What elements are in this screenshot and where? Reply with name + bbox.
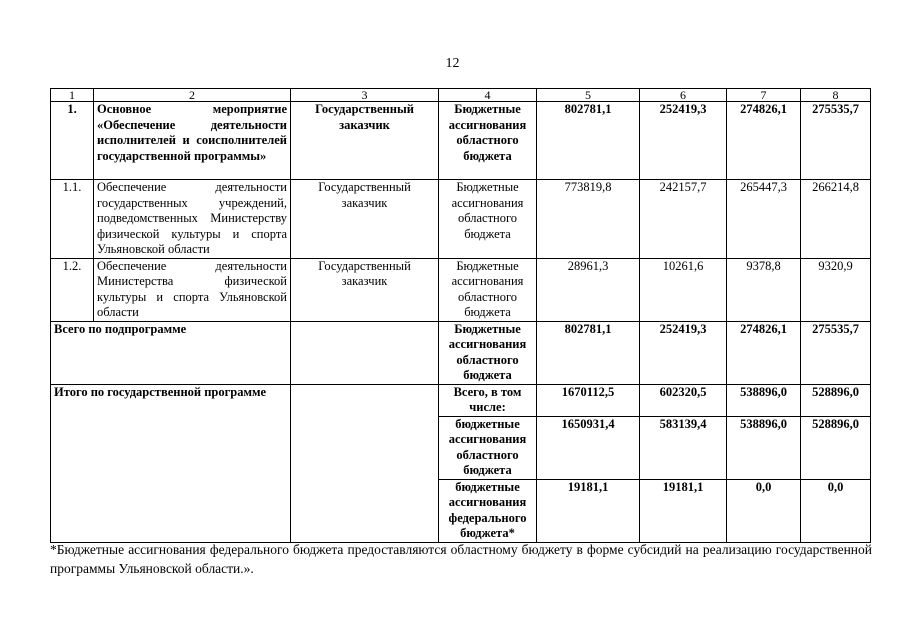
executor: Государственный заказчик bbox=[291, 102, 439, 180]
funding-source: бюджетные ассигнования областного бюджета bbox=[439, 416, 537, 479]
row-number: 1.2. bbox=[51, 258, 94, 321]
value-col5: 802781,1 bbox=[537, 102, 640, 180]
measure-name: Обеспечение деятельности государственных учреждений, подведомственных Министерству физической культуры и спорта Ульяновской области bbox=[94, 180, 291, 259]
total-label: Итого по государственной программе bbox=[51, 384, 291, 542]
value-col7: 538896,0 bbox=[727, 416, 801, 479]
value-col8: 528896,0 bbox=[801, 416, 871, 479]
table-row bbox=[51, 180, 871, 259]
value-col5: 1650931,4 bbox=[537, 416, 640, 479]
value-col5: 28961,3 bbox=[537, 258, 640, 321]
header-cell: 1 bbox=[51, 89, 94, 102]
total-row bbox=[51, 384, 871, 416]
header-cell: 5 bbox=[537, 89, 640, 102]
header-cell: 4 bbox=[439, 89, 537, 102]
table-row bbox=[51, 258, 871, 321]
funding-source: Бюджетные ассигнования областного бюджета bbox=[439, 102, 537, 180]
footnote: *Бюджетные ассигнования федерального бюджета предоставляются областному бюджету в форме субсидий на реализацию государственной программы Ульяновской области.». bbox=[50, 542, 872, 576]
value-col8: 275535,7 bbox=[801, 102, 871, 180]
executor: Государственный заказчик bbox=[291, 180, 439, 259]
header-cell: 2 bbox=[94, 89, 291, 102]
value-col8: 266214,8 bbox=[801, 180, 871, 259]
value-col8: 528896,0 bbox=[801, 384, 871, 416]
funding-source: Бюджетные ассигнования областного бюджета bbox=[439, 321, 537, 384]
funding-source: Бюджетные ассигнования областного бюджета bbox=[439, 258, 537, 321]
value-col7: 265447,3 bbox=[727, 180, 801, 259]
value-col8: 0,0 bbox=[801, 479, 871, 542]
header-cell: 6 bbox=[640, 89, 727, 102]
value-col8: 9320,9 bbox=[801, 258, 871, 321]
header-cell: 8 bbox=[801, 89, 871, 102]
row-number: 1.1. bbox=[51, 180, 94, 259]
measure-name: Основное мероприятие «Обеспечение деятельности исполнителей и соисполнителей государственной программы» bbox=[94, 102, 291, 180]
empty-cell bbox=[291, 321, 439, 384]
budget-table bbox=[50, 88, 871, 543]
value-col6: 602320,5 bbox=[640, 384, 727, 416]
value-col6: 19181,1 bbox=[640, 479, 727, 542]
executor: Государственный заказчик bbox=[291, 258, 439, 321]
value-col6: 252419,3 bbox=[640, 321, 727, 384]
value-col6: 10261,6 bbox=[640, 258, 727, 321]
value-col5: 773819,8 bbox=[537, 180, 640, 259]
value-col7: 274826,1 bbox=[727, 321, 801, 384]
subtotal-row bbox=[51, 321, 871, 384]
subtotal-label: Всего по подпрограмме bbox=[51, 321, 291, 384]
value-col7: 0,0 bbox=[727, 479, 801, 542]
row-number: 1. bbox=[51, 102, 94, 180]
value-col7: 274826,1 bbox=[727, 102, 801, 180]
header-cell: 3 bbox=[291, 89, 439, 102]
measure-name: Обеспечение деятельности Министерства физической культуры и спорта Ульяновской области bbox=[94, 258, 291, 321]
funding-source: бюджетные ассигнования федерального бюджета* bbox=[439, 479, 537, 542]
funding-source: Бюджетные ассигнования областного бюджета bbox=[439, 180, 537, 259]
funding-source: Всего, в том числе: bbox=[439, 384, 537, 416]
value-col5: 1670112,5 bbox=[537, 384, 640, 416]
value-col6: 242157,7 bbox=[640, 180, 727, 259]
value-col7: 9378,8 bbox=[727, 258, 801, 321]
header-row bbox=[51, 89, 871, 102]
value-col6: 583139,4 bbox=[640, 416, 727, 479]
value-col8: 275535,7 bbox=[801, 321, 871, 384]
value-col6: 252419,3 bbox=[640, 102, 727, 180]
value-col7: 538896,0 bbox=[727, 384, 801, 416]
page-number: 12 bbox=[445, 56, 460, 71]
value-col5: 802781,1 bbox=[537, 321, 640, 384]
table-row bbox=[51, 102, 871, 180]
value-col5: 19181,1 bbox=[537, 479, 640, 542]
empty-cell bbox=[291, 384, 439, 542]
header-cell: 7 bbox=[727, 89, 801, 102]
